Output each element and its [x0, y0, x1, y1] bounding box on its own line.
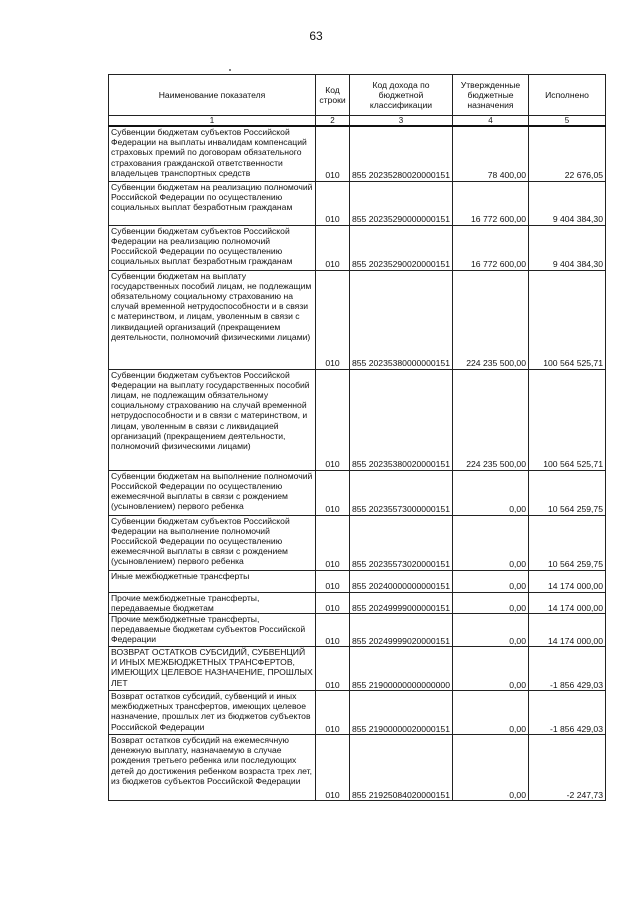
line-code: 010 — [316, 515, 350, 570]
line-code: 010 — [316, 126, 350, 181]
approved-amount: 0,00 — [453, 592, 529, 613]
header-plan: Утвержденные бюджетные назначения — [453, 75, 529, 116]
indicator-name: Субвенции бюджетам на реализацию полномочий Российской Федерации по осуществлению социальных выплат безработным гражданам — [109, 181, 316, 225]
budget-code: 855 20249999020000151 — [350, 613, 453, 646]
budget-code: 855 20240000000000151 — [350, 570, 453, 592]
indicator-name: Возврат остатков субсидий на ежемесячную денежную выплату, назначаемую в случае рождения третьего ребенка или последующих детей до достижения ребенком возраста трех лет, из бюджетов субъектов Российской Федерации — [109, 734, 316, 800]
table-row — [109, 734, 606, 800]
executed-amount: 10 564 259,75 — [529, 515, 606, 570]
table-row — [109, 646, 606, 690]
indicator-name: Субвенции бюджетам субъектов Российской Федерации на реализацию полномочий Российской Федерации по осуществлению социальных выплат безработным гражданам — [109, 225, 316, 270]
column-number: 5 — [529, 116, 606, 127]
indicator-name: Иные межбюджетные трансферты — [109, 570, 316, 592]
line-code: 010 — [316, 225, 350, 270]
table-row — [109, 369, 606, 470]
table-row — [109, 690, 606, 734]
executed-amount: 10 564 259,75 — [529, 470, 606, 515]
budget-code: 855 20249999000000151 — [350, 592, 453, 613]
line-code: 010 — [316, 369, 350, 470]
table-row — [109, 592, 606, 613]
header-exec: Исполнено — [529, 75, 606, 116]
budget-code: 855 20235380020000151 — [350, 369, 453, 470]
header-name: Наименование показателя — [109, 75, 316, 116]
executed-amount: 14 174 000,00 — [529, 592, 606, 613]
approved-amount: 16 772 600,00 — [453, 181, 529, 225]
indicator-name: Возврат остатков субсидий, субвенций и иных межбюджетных трансфертов, имеющих целевое назначение, прошлых лет из бюджетов субъектов Российской Федерации — [109, 690, 316, 734]
line-code: 010 — [316, 690, 350, 734]
approved-amount: 0,00 — [453, 470, 529, 515]
approved-amount: 0,00 — [453, 646, 529, 690]
approved-amount: 16 772 600,00 — [453, 225, 529, 270]
line-code: 010 — [316, 270, 350, 369]
indicator-name: Субвенции бюджетам на выполнение полномочий Российской Федерации по осуществлению ежемесячной выплаты в связи с рождением (усыновлением) первого ребенка — [109, 470, 316, 515]
header-kbk: Код дохода по бюджетной классификации — [350, 75, 453, 116]
indicator-name: Субвенции бюджетам субъектов Российской Федерации на выплаты инвалидам компенсаций страховых премий по договорам обязательного страхования гражданской ответственности владельцев транспортных средств — [109, 126, 316, 181]
approved-amount: 224 235 500,00 — [453, 270, 529, 369]
report-table — [108, 74, 606, 801]
executed-amount: -1 856 429,03 — [529, 646, 606, 690]
budget-code: 855 20235290000000151 — [350, 181, 453, 225]
executed-amount: 14 174 000,00 — [529, 570, 606, 592]
line-code: 010 — [316, 592, 350, 613]
executed-amount: -1 856 429,03 — [529, 690, 606, 734]
approved-amount: 224 235 500,00 — [453, 369, 529, 470]
executed-amount: -2 247,73 — [529, 734, 606, 800]
line-code: 010 — [316, 570, 350, 592]
approved-amount: 0,00 — [453, 570, 529, 592]
indicator-name: Субвенции бюджетам субъектов Российской Федерации на выплату государственных пособий лицам, не подлежащим обязательному социальному страхованию на случай временной нетрудоспособности и в связи с материнством, и лицам, уволенным в связи с ликвидацией организаций (прекращением деятельности, полномочий физическими лицами) — [109, 369, 316, 470]
line-code: 010 — [316, 734, 350, 800]
header-code: Код строки — [316, 75, 350, 116]
line-code: 010 — [316, 470, 350, 515]
indicator-name: Прочие межбюджетные трансферты, передаваемые бюджетам субъектов Российской Федерации — [109, 613, 316, 646]
table-row — [109, 225, 606, 270]
indicator-name: ВОЗВРАТ ОСТАТКОВ СУБСИДИЙ, СУБВЕНЦИЙ И ИНЫХ МЕЖБЮДЖЕТНЫХ ТРАНСФЕРТОВ, ИМЕЮЩИХ ЦЕЛЕВОЕ НАЗНАЧЕНИЕ, ПРОШЛЫХ ЛЕТ — [109, 646, 316, 690]
table-row — [109, 181, 606, 225]
column-number: 2 — [316, 116, 350, 127]
scan-speck — [229, 69, 231, 71]
executed-amount: 100 564 525,71 — [529, 270, 606, 369]
table-row — [109, 515, 606, 570]
column-number: 3 — [350, 116, 453, 127]
budget-code: 855 20235573000000151 — [350, 470, 453, 515]
indicator-name: Прочие межбюджетные трансферты, передаваемые бюджетам — [109, 592, 316, 613]
indicator-name: Субвенции бюджетам субъектов Российской Федерации на выполнение полномочий Российской Федерации по осуществлению ежемесячной выплаты в связи с рождением (усыновлением) первого ребенка — [109, 515, 316, 570]
approved-amount: 0,00 — [453, 734, 529, 800]
header-row — [109, 75, 606, 116]
executed-amount: 9 404 384,30 — [529, 181, 606, 225]
executed-amount: 22 676,05 — [529, 126, 606, 181]
budget-code: 855 20235290020000151 — [350, 225, 453, 270]
indicator-name: Субвенции бюджетам на выплату государственных пособий лицам, не подлежащим обязательному социальному страхованию на случай временной нетрудоспособности и в связи с материнством, и лицам, уволенным в связи с ликвидацией организаций (прекращением деятельности, полномочий физическими лицами) — [109, 270, 316, 369]
column-number: 4 — [453, 116, 529, 127]
table-row — [109, 570, 606, 592]
column-numbers-row — [109, 116, 606, 127]
line-code: 010 — [316, 646, 350, 690]
table-row — [109, 613, 606, 646]
approved-amount: 0,00 — [453, 690, 529, 734]
executed-amount: 14 174 000,00 — [529, 613, 606, 646]
executed-amount: 9 404 384,30 — [529, 225, 606, 270]
table-row — [109, 270, 606, 369]
approved-amount: 0,00 — [453, 613, 529, 646]
budget-code: 855 20235380000000151 — [350, 270, 453, 369]
table-row — [109, 126, 606, 181]
executed-amount: 100 564 525,71 — [529, 369, 606, 470]
approved-amount: 78 400,00 — [453, 126, 529, 181]
budget-code: 855 21900000000000000 — [350, 646, 453, 690]
budget-code: 855 21900000020000151 — [350, 690, 453, 734]
table-row — [109, 470, 606, 515]
column-number: 1 — [109, 116, 316, 127]
budget-code: 855 20235280020000151 — [350, 126, 453, 181]
line-code: 010 — [316, 613, 350, 646]
approved-amount: 0,00 — [453, 515, 529, 570]
page-number: 63 — [309, 29, 323, 43]
budget-code: 855 21925084020000151 — [350, 734, 453, 800]
budget-code: 855 20235573020000151 — [350, 515, 453, 570]
line-code: 010 — [316, 181, 350, 225]
